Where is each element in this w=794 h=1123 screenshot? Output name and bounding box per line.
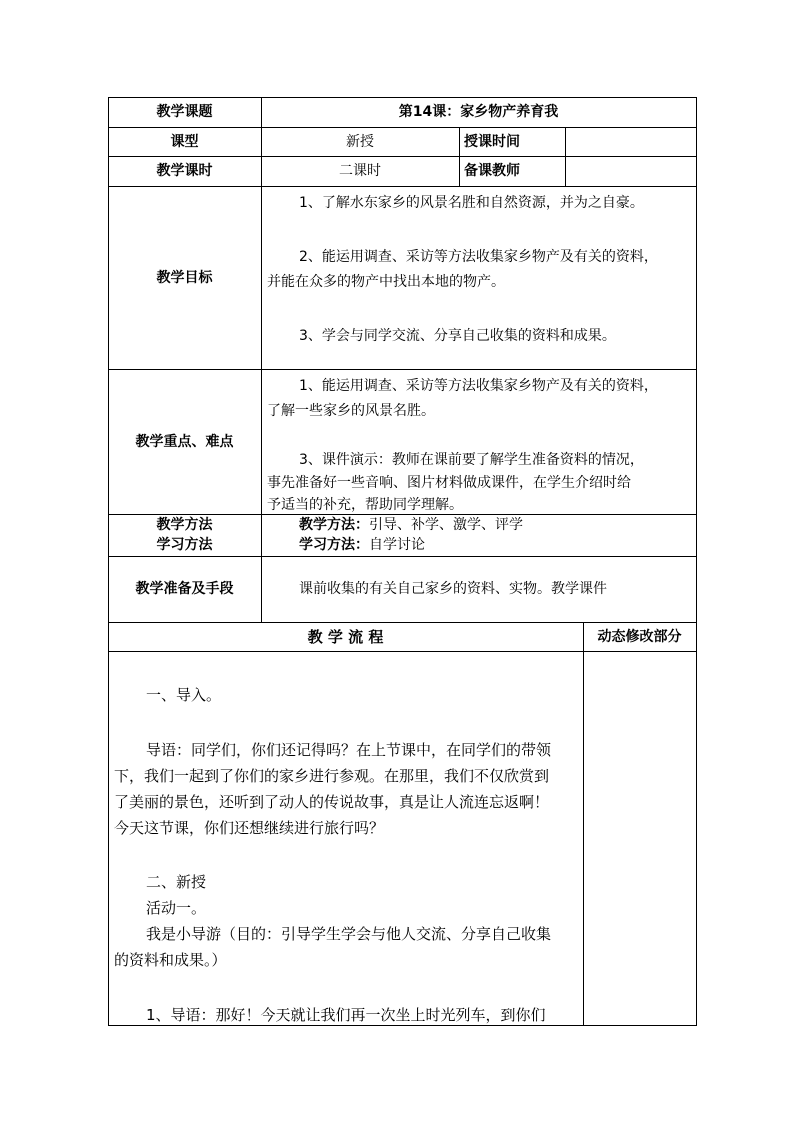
goal-item-3: 3、学会与同学交流、分享自己收集的资料和成果。 — [299, 328, 616, 344]
flow-line: 今天这节课，你们还想继续进行旅行吗？ — [114, 819, 385, 837]
focus-p2-line1: 3、课件演示：教师在课前要了解学生准备资料的情况， — [299, 452, 644, 468]
table-border-right — [696, 97, 697, 1026]
learn-method-value: 自学讨论 — [369, 537, 425, 553]
learn-method — [299, 535, 425, 555]
flow-line: 了美丽的景色，还听到了动人的传说故事，真是让人流连忘返啊！ — [114, 793, 550, 811]
goal-item-2-cont: 并能在众多的物产中找出本地的物产。 — [267, 274, 505, 290]
flow-line: 我是小导游（目的：引导学生学会与他人交流、分享自己收集 — [146, 925, 552, 943]
hours-label: 教学课时 — [156, 163, 213, 179]
flow-new-heading: 二、新授 — [146, 873, 207, 891]
focus-p1-line1: 1、能运用调查、采访等方法收集家乡物产及有关的资料， — [299, 378, 658, 394]
flow-side-title: 动态修改部分 — [597, 628, 682, 645]
flow-line: 导语：同学们，你们还记得吗？在上节课中，在同学们的带领 — [146, 741, 552, 759]
flow-line: 下，我们一起到了你们的家乡进行参观。在那里，我们不仅欣赏到 — [114, 767, 550, 785]
focus-p1-line2: 了解一些家乡的风景名胜。 — [267, 403, 435, 419]
prep-label: 教学准备及手段 — [135, 581, 234, 597]
goals-label: 教学目标 — [156, 269, 213, 286]
type-label: 课型 — [170, 133, 199, 150]
focus-p2-line3: 予适当的补充，帮助同学理解。 — [267, 497, 463, 513]
subject-value: 第14课：家乡物产养育我 — [398, 104, 559, 120]
goal-item-1: 1、了解水东家乡的风景名胜和自然资源，并为之自豪。 — [299, 195, 644, 211]
teach-method-value: 引导、补学、激学、评学 — [369, 517, 523, 533]
row-divider — [108, 651, 697, 652]
teach-method — [299, 515, 523, 535]
flow-line: 1、导语：那好！今天就让我们再一次坐上时光列车，到你们 — [146, 1006, 546, 1024]
learn-method-key: 学习方法： — [299, 537, 369, 553]
methods-label-teach: 教学方法 — [156, 517, 213, 533]
focus-label: 教学重点、难点 — [135, 433, 234, 450]
prep-value: 课前收集的有关自己家乡的资料、实物。教学课件 — [299, 581, 607, 597]
focus-p2-line2: 事先准备好一些音响、图片材料做成课件，在学生介绍时给 — [267, 475, 631, 491]
subject-label: 教学课题 — [156, 104, 213, 120]
type-value: 新授 — [346, 133, 374, 150]
col-divider — [583, 622, 584, 1026]
methods-label-learn: 学习方法 — [156, 537, 213, 553]
flow-line: 的资料和成果。） — [114, 951, 227, 969]
teacher-value — [565, 156, 696, 186]
flow-title: 教 学 流 程 — [307, 627, 384, 646]
teach-method-key: 教学方法： — [299, 517, 369, 533]
hours-value: 二课时 — [339, 163, 381, 179]
flow-line: 活动一。 — [146, 899, 207, 917]
time-label: 授课时间 — [464, 133, 520, 150]
goal-item-2: 2、能运用调查、采访等方法收集家乡物产及有关的资料， — [299, 249, 658, 265]
teacher-label: 备课教师 — [464, 163, 520, 179]
time-value — [565, 127, 696, 156]
flow-intro-heading: 一、导入。 — [146, 686, 222, 704]
